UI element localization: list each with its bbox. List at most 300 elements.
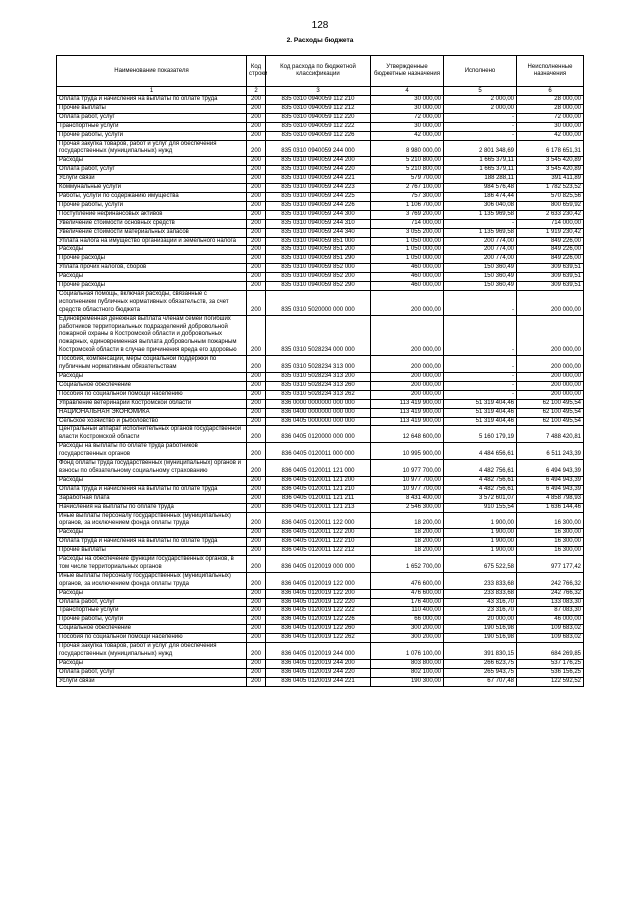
cell-approved: 1 652 700,00 bbox=[371, 556, 444, 573]
cell-remaining: 16 300,00 bbox=[517, 512, 584, 529]
cell-name: Расходы на выплаты по оплате труда работников государственных органов bbox=[57, 443, 247, 460]
cell-approved: 18 200,00 bbox=[371, 529, 444, 538]
cell-remaining: 200 000,00 bbox=[517, 381, 584, 390]
cell-remaining: 570 825,56 bbox=[517, 192, 584, 201]
cell-remaining: 200 000,00 bbox=[517, 390, 584, 399]
table-row bbox=[57, 460, 584, 477]
cell-approved: 2 767 100,00 bbox=[371, 184, 444, 193]
cell-executed: 200 774,00 bbox=[444, 246, 517, 255]
cell-line-code: 200 bbox=[247, 228, 266, 237]
cell-budget-code: 836 0405 0120000 000 000 bbox=[266, 426, 371, 443]
cell-line-code: 200 bbox=[247, 572, 266, 589]
table-row bbox=[57, 668, 584, 677]
cell-budget-code: 835 0310 0940059 112 222 bbox=[266, 122, 371, 131]
cell-remaining: 309 639,51 bbox=[517, 264, 584, 273]
cell-executed: 23 316,70 bbox=[444, 607, 517, 616]
cell-name: Прочие расходы bbox=[57, 255, 247, 264]
table-row bbox=[57, 157, 584, 166]
cell-executed: - bbox=[444, 219, 517, 228]
cell-executed: - bbox=[444, 113, 517, 122]
cell-approved: 113 419 900,00 bbox=[371, 408, 444, 417]
cell-line-code: 200 bbox=[247, 166, 266, 175]
cell-name: Социальное обеспечение bbox=[57, 625, 247, 634]
table-row bbox=[57, 476, 584, 485]
cell-line-code: 200 bbox=[247, 273, 266, 282]
cell-name: Увеличение стоимости основных средств bbox=[57, 219, 247, 228]
cell-remaining: 122 592,52 bbox=[517, 677, 584, 686]
cell-name: Поступление нефинансовых активов bbox=[57, 210, 247, 219]
cell-name: Расходы bbox=[57, 373, 247, 382]
cell-approved: 200 000,00 bbox=[371, 390, 444, 399]
cell-executed: 1 900,00 bbox=[444, 512, 517, 529]
cell-remaining: 6 494 943,39 bbox=[517, 485, 584, 494]
cell-name: Фонд оплаты труда государственных (муниципальных) органов и взносы по обязательному социальному страхованию bbox=[57, 460, 247, 477]
cell-approved: 18 200,00 bbox=[371, 547, 444, 556]
table-row bbox=[57, 443, 584, 460]
page-number: 128 bbox=[311, 20, 329, 31]
cell-remaining: 849 226,00 bbox=[517, 246, 584, 255]
cell-executed: 4 482 756,61 bbox=[444, 460, 517, 477]
cell-name: Расходы bbox=[57, 157, 247, 166]
cell-budget-code: 835 0310 5028234 000 000 bbox=[266, 315, 371, 356]
cell-approved: 113 419 900,00 bbox=[371, 399, 444, 408]
cell-budget-code: 835 0310 0940059 244 300 bbox=[266, 210, 371, 219]
cell-remaining: 309 639,51 bbox=[517, 273, 584, 282]
cell-name: Оплата труда и начисления на выплаты по оплате труда bbox=[57, 96, 247, 105]
cell-name: Пособия по социальной помощи населению bbox=[57, 390, 247, 399]
cell-remaining: 72 000,00 bbox=[517, 113, 584, 122]
cell-budget-code: 835 0310 5020000 000 000 bbox=[266, 290, 371, 315]
cell-remaining: 684 269,85 bbox=[517, 643, 584, 660]
cell-name: Расходы на обеспечение функций государственных органов, в том числе территориальных органов bbox=[57, 556, 247, 573]
cell-approved: 300 200,00 bbox=[371, 625, 444, 634]
cell-line-code: 200 bbox=[247, 175, 266, 184]
cell-line-code: 200 bbox=[247, 356, 266, 373]
cell-executed: 20 000,00 bbox=[444, 616, 517, 625]
cell-remaining: 7 488 420,81 bbox=[517, 426, 584, 443]
cell-executed: 265 943,75 bbox=[444, 668, 517, 677]
cell-remaining: 977 177,42 bbox=[517, 556, 584, 573]
cell-budget-code: 835 0310 0940059 851 290 bbox=[266, 255, 371, 264]
table-row bbox=[57, 408, 584, 417]
cell-approved: 72 000,00 bbox=[371, 113, 444, 122]
cell-executed: 675 522,58 bbox=[444, 556, 517, 573]
cell-executed: 200 774,00 bbox=[444, 255, 517, 264]
cell-approved: 460 000,00 bbox=[371, 264, 444, 273]
cell-approved: 757 300,00 bbox=[371, 192, 444, 201]
cell-line-code: 200 bbox=[247, 282, 266, 291]
cell-budget-code: 836 0405 0120019 122 226 bbox=[266, 616, 371, 625]
cell-name: Заработная плата bbox=[57, 494, 247, 503]
cell-line-code: 200 bbox=[247, 408, 266, 417]
cell-remaining: 714 000,00 bbox=[517, 219, 584, 228]
table-row bbox=[57, 494, 584, 503]
cell-line-code: 200 bbox=[247, 616, 266, 625]
cell-approved: 18 200,00 bbox=[371, 512, 444, 529]
cell-executed: 1 665 379,11 bbox=[444, 157, 517, 166]
cell-line-code: 200 bbox=[247, 607, 266, 616]
cell-approved: 12 648 600,00 bbox=[371, 426, 444, 443]
cell-approved: 5 210 800,00 bbox=[371, 157, 444, 166]
cell-line-code: 200 bbox=[247, 210, 266, 219]
table-row bbox=[57, 529, 584, 538]
cell-name: Транспортные услуги bbox=[57, 607, 247, 616]
cell-line-code: 200 bbox=[247, 547, 266, 556]
cell-budget-code: 836 0000 0000000 000 000 bbox=[266, 399, 371, 408]
cell-executed: 2 000,00 bbox=[444, 104, 517, 113]
cell-approved: 18 200,00 bbox=[371, 538, 444, 547]
cell-name: Расходы bbox=[57, 246, 247, 255]
cell-remaining: 200 000,00 bbox=[517, 290, 584, 315]
table-row bbox=[57, 192, 584, 201]
table-row bbox=[57, 210, 584, 219]
cell-name: Расходы bbox=[57, 273, 247, 282]
cell-remaining: 849 226,00 bbox=[517, 237, 584, 246]
cell-executed: 1 900,00 bbox=[444, 538, 517, 547]
cell-approved: 176 400,00 bbox=[371, 598, 444, 607]
cell-approved: 30 000,00 bbox=[371, 122, 444, 131]
cell-line-code: 200 bbox=[247, 643, 266, 660]
cell-line-code: 200 bbox=[247, 157, 266, 166]
cell-approved: 30 000,00 bbox=[371, 104, 444, 113]
cell-line-code: 200 bbox=[247, 538, 266, 547]
table-row bbox=[57, 417, 584, 426]
cell-budget-code: 835 0310 0940059 244 223 bbox=[266, 184, 371, 193]
table-row bbox=[57, 175, 584, 184]
table-row bbox=[57, 547, 584, 556]
cell-name: Социальное обеспечение bbox=[57, 381, 247, 390]
cell-executed: - bbox=[444, 356, 517, 373]
cell-budget-code: 835 0310 0940059 851 000 bbox=[266, 237, 371, 246]
cell-approved: 714 000,00 bbox=[371, 219, 444, 228]
cell-approved: 5 210 800,00 bbox=[371, 166, 444, 175]
cell-executed: 1 900,00 bbox=[444, 529, 517, 538]
cell-budget-code: 836 0405 0120011 121 211 bbox=[266, 494, 371, 503]
cell-remaining: 6 494 943,39 bbox=[517, 460, 584, 477]
cell-approved: 200 000,00 bbox=[371, 356, 444, 373]
cell-remaining: 133 083,30 bbox=[517, 598, 584, 607]
cell-name: Прочие выплаты bbox=[57, 104, 247, 113]
cell-line-code: 200 bbox=[247, 96, 266, 105]
cell-name: Социальная помощь, включая расходы, связанные с исполнением публичных нормативных обязательств, за счет средств областного бюджета bbox=[57, 290, 247, 315]
cell-executed: 391 830,15 bbox=[444, 643, 517, 660]
column-number: 6 bbox=[517, 87, 584, 96]
cell-budget-code: 836 0405 0120019 244 000 bbox=[266, 643, 371, 660]
cell-executed: 67 707,48 bbox=[444, 677, 517, 686]
cell-line-code: 200 bbox=[247, 399, 266, 408]
cell-executed: 233 833,68 bbox=[444, 572, 517, 589]
cell-name: Оплата труда и начисления на выплаты по оплате труда bbox=[57, 485, 247, 494]
cell-name: Работы, услуги по содержанию имущества bbox=[57, 192, 247, 201]
cell-line-code: 200 bbox=[247, 529, 266, 538]
table-row bbox=[57, 659, 584, 668]
cell-budget-code: 835 0310 0940059 244 225 bbox=[266, 192, 371, 201]
cell-budget-code: 836 0400 0000000 000 000 bbox=[266, 408, 371, 417]
cell-budget-code: 836 0405 0120011 122 212 bbox=[266, 547, 371, 556]
cell-line-code: 200 bbox=[247, 104, 266, 113]
header-name: Наименование показателя bbox=[57, 56, 247, 87]
cell-approved: 460 000,00 bbox=[371, 273, 444, 282]
cell-budget-code: 835 0310 0940059 112 210 bbox=[266, 96, 371, 105]
table-header bbox=[57, 56, 584, 96]
cell-remaining: 200 000,00 bbox=[517, 356, 584, 373]
table-row bbox=[57, 598, 584, 607]
cell-remaining: 46 000,00 bbox=[517, 616, 584, 625]
cell-remaining: 62 100 495,54 bbox=[517, 417, 584, 426]
table-row bbox=[57, 634, 584, 643]
cell-line-code: 200 bbox=[247, 598, 266, 607]
table-row bbox=[57, 556, 584, 573]
cell-approved: 300 200,00 bbox=[371, 634, 444, 643]
cell-remaining: 2 633 230,42 bbox=[517, 210, 584, 219]
cell-name: Транспортные услуги bbox=[57, 122, 247, 131]
cell-line-code: 200 bbox=[247, 625, 266, 634]
cell-remaining: 87 083,30 bbox=[517, 607, 584, 616]
column-number: 2 bbox=[247, 87, 266, 96]
cell-executed: 51 319 404,46 bbox=[444, 408, 517, 417]
cell-line-code: 200 bbox=[247, 390, 266, 399]
cell-remaining: 62 100 495,54 bbox=[517, 399, 584, 408]
cell-budget-code: 836 0405 0120019 000 000 bbox=[266, 556, 371, 573]
cell-budget-code: 835 0310 5028234 313 260 bbox=[266, 381, 371, 390]
cell-name: Расходы bbox=[57, 589, 247, 598]
cell-budget-code: 836 0405 0120011 121 200 bbox=[266, 476, 371, 485]
cell-approved: 42 000,00 bbox=[371, 131, 444, 140]
cell-line-code: 200 bbox=[247, 122, 266, 131]
table-row bbox=[57, 426, 584, 443]
cell-name: Иные выплаты персоналу государственных (муниципальных) органов, за исключением фонда оплаты труда bbox=[57, 572, 247, 589]
header-remaining: Неисполненные назначения bbox=[517, 56, 584, 87]
cell-executed: 150 360,49 bbox=[444, 282, 517, 291]
cell-name: Прочие работы, услуги bbox=[57, 616, 247, 625]
cell-name: Прочие работы, услуги bbox=[57, 201, 247, 210]
cell-executed: 5 160 179,19 bbox=[444, 426, 517, 443]
cell-executed: 1 900,00 bbox=[444, 547, 517, 556]
cell-name: Прочие работы, услуги bbox=[57, 131, 247, 140]
cell-line-code: 200 bbox=[247, 659, 266, 668]
table-row bbox=[57, 140, 584, 157]
cell-executed: 188 288,11 bbox=[444, 175, 517, 184]
cell-name: Расходы bbox=[57, 529, 247, 538]
cell-line-code: 200 bbox=[247, 494, 266, 503]
column-number: 4 bbox=[371, 87, 444, 96]
cell-name: Единовременная денежная выплата членам семей погибших работников территориальных подразделений добровольной пожарной охраны в Костромской области и добровольных пожарных, единовременная выплата добровольным пожарным Костромской области в случае причинения вреда его здоровью bbox=[57, 315, 247, 356]
table-row bbox=[57, 237, 584, 246]
cell-line-code: 200 bbox=[247, 131, 266, 140]
cell-executed: 3 572 601,07 bbox=[444, 494, 517, 503]
cell-line-code: 200 bbox=[247, 503, 266, 512]
cell-approved: 8 980 000,00 bbox=[371, 140, 444, 157]
cell-remaining: 242 766,32 bbox=[517, 572, 584, 589]
cell-executed: 266 623,75 bbox=[444, 659, 517, 668]
cell-line-code: 200 bbox=[247, 184, 266, 193]
cell-line-code: 200 bbox=[247, 677, 266, 686]
header-approved: Утвержденные бюджетные назначения bbox=[371, 56, 444, 87]
table-row bbox=[57, 390, 584, 399]
cell-line-code: 200 bbox=[247, 140, 266, 157]
cell-budget-code: 835 0310 5028234 313 000 bbox=[266, 356, 371, 373]
cell-remaining: 537 176,25 bbox=[517, 659, 584, 668]
cell-budget-code: 836 0405 0120019 244 221 bbox=[266, 677, 371, 686]
cell-budget-code: 836 0405 0000000 000 000 bbox=[266, 417, 371, 426]
cell-line-code: 200 bbox=[247, 192, 266, 201]
cell-remaining: 6 178 651,31 bbox=[517, 140, 584, 157]
cell-executed: - bbox=[444, 381, 517, 390]
cell-approved: 476 600,00 bbox=[371, 589, 444, 598]
cell-budget-code: 835 0310 0940059 112 220 bbox=[266, 113, 371, 122]
cell-budget-code: 836 0405 0120011 000 000 bbox=[266, 443, 371, 460]
cell-executed: 910 155,54 bbox=[444, 503, 517, 512]
cell-remaining: 1 919 230,42 bbox=[517, 228, 584, 237]
cell-executed: 190 516,98 bbox=[444, 625, 517, 634]
cell-executed: - bbox=[444, 131, 517, 140]
table-row bbox=[57, 184, 584, 193]
cell-name: Иные выплаты персоналу государственных (муниципальных) органов, за исключением фонда оплаты труда bbox=[57, 512, 247, 529]
cell-name: Пособия, компенсации, меры социальной поддержки по публичным нормативным обязательствам bbox=[57, 356, 247, 373]
cell-budget-code: 835 0310 0940059 112 212 bbox=[266, 104, 371, 113]
cell-remaining: 109 683,02 bbox=[517, 625, 584, 634]
cell-budget-code: 835 0310 0940059 852 200 bbox=[266, 273, 371, 282]
cell-approved: 3 055 200,00 bbox=[371, 228, 444, 237]
cell-remaining: 28 000,00 bbox=[517, 96, 584, 105]
cell-line-code: 200 bbox=[247, 460, 266, 477]
cell-budget-code: 836 0405 0120019 122 222 bbox=[266, 607, 371, 616]
cell-remaining: 109 683,02 bbox=[517, 634, 584, 643]
cell-name: Прочая закупка товаров, работ и услуг для обеспечения государственных (муниципальных) нужд bbox=[57, 643, 247, 660]
cell-approved: 1 050 000,00 bbox=[371, 237, 444, 246]
table-row bbox=[57, 246, 584, 255]
table-row bbox=[57, 616, 584, 625]
table-row bbox=[57, 282, 584, 291]
cell-budget-code: 835 0310 5028234 313 200 bbox=[266, 373, 371, 382]
cell-budget-code: 835 0310 0940059 852 290 bbox=[266, 282, 371, 291]
column-number: 3 bbox=[266, 87, 371, 96]
table-body bbox=[57, 96, 584, 687]
table-row bbox=[57, 315, 584, 356]
cell-remaining: 200 000,00 bbox=[517, 373, 584, 382]
cell-remaining: 28 000,00 bbox=[517, 104, 584, 113]
table-row bbox=[57, 373, 584, 382]
cell-line-code: 200 bbox=[247, 246, 266, 255]
cell-line-code: 200 bbox=[247, 315, 266, 356]
table-row bbox=[57, 290, 584, 315]
table-row bbox=[57, 589, 584, 598]
cell-name: Управление ветеринарии Костромской области bbox=[57, 399, 247, 408]
cell-budget-code: 835 0310 0940059 244 220 bbox=[266, 166, 371, 175]
cell-budget-code: 836 0405 0120019 244 200 bbox=[266, 659, 371, 668]
cell-line-code: 200 bbox=[247, 201, 266, 210]
cell-name: Расходы bbox=[57, 476, 247, 485]
cell-approved: 10 977 700,00 bbox=[371, 460, 444, 477]
cell-budget-code: 836 0405 0120011 121 210 bbox=[266, 485, 371, 494]
cell-remaining: 6 494 943,39 bbox=[517, 476, 584, 485]
cell-remaining: 16 300,00 bbox=[517, 529, 584, 538]
table-row bbox=[57, 104, 584, 113]
cell-executed: 2 801 348,69 bbox=[444, 140, 517, 157]
table-row bbox=[57, 219, 584, 228]
cell-line-code: 200 bbox=[247, 512, 266, 529]
cell-remaining: 16 300,00 bbox=[517, 538, 584, 547]
cell-approved: 10 977 700,00 bbox=[371, 485, 444, 494]
cell-remaining: 1 636 144,46 bbox=[517, 503, 584, 512]
cell-remaining: 4 858 798,93 bbox=[517, 494, 584, 503]
cell-name: Уплата прочих налогов, сборов bbox=[57, 264, 247, 273]
cell-approved: 66 000,00 bbox=[371, 616, 444, 625]
cell-name: Прочие расходы bbox=[57, 282, 247, 291]
cell-line-code: 200 bbox=[247, 237, 266, 246]
cell-approved: 190 300,00 bbox=[371, 677, 444, 686]
table-row bbox=[57, 643, 584, 660]
cell-approved: 113 419 900,00 bbox=[371, 417, 444, 426]
cell-approved: 10 995 900,00 bbox=[371, 443, 444, 460]
cell-executed: 1 135 969,58 bbox=[444, 228, 517, 237]
cell-name: НАЦИОНАЛЬНАЯ ЭКОНОМИКА bbox=[57, 408, 247, 417]
table-row bbox=[57, 201, 584, 210]
cell-name: Оплата работ, услуг bbox=[57, 598, 247, 607]
cell-executed: 1 665 379,11 bbox=[444, 166, 517, 175]
cell-budget-code: 836 0405 0120019 122 220 bbox=[266, 598, 371, 607]
cell-approved: 200 000,00 bbox=[371, 373, 444, 382]
cell-remaining: 242 766,32 bbox=[517, 589, 584, 598]
cell-approved: 460 000,00 bbox=[371, 282, 444, 291]
cell-approved: 200 000,00 bbox=[371, 381, 444, 390]
cell-executed: 150 360,49 bbox=[444, 273, 517, 282]
expenses-table bbox=[56, 55, 584, 687]
cell-approved: 803 800,00 bbox=[371, 659, 444, 668]
table-row bbox=[57, 113, 584, 122]
cell-name: Уплата налога на имущество организаций и земельного налога bbox=[57, 237, 247, 246]
cell-budget-code: 835 0310 0940059 244 340 bbox=[266, 228, 371, 237]
cell-line-code: 200 bbox=[247, 556, 266, 573]
section-title: 2. Расходы бюджета bbox=[286, 37, 354, 44]
cell-budget-code: 835 0310 0940059 244 000 bbox=[266, 140, 371, 157]
cell-line-code: 200 bbox=[247, 381, 266, 390]
table-row bbox=[57, 356, 584, 373]
table-row bbox=[57, 538, 584, 547]
cell-line-code: 200 bbox=[247, 219, 266, 228]
cell-approved: 110 400,00 bbox=[371, 607, 444, 616]
cell-executed: 984 576,48 bbox=[444, 184, 517, 193]
cell-name: Прочая закупка товаров, работ и услуг для обеспечения государственных (муниципальных) нужд bbox=[57, 140, 247, 157]
table-row bbox=[57, 399, 584, 408]
cell-line-code: 200 bbox=[247, 264, 266, 273]
cell-budget-code: 835 0310 0940059 852 000 bbox=[266, 264, 371, 273]
cell-executed: - bbox=[444, 390, 517, 399]
cell-approved: 30 000,00 bbox=[371, 96, 444, 105]
cell-budget-code: 835 0310 0940059 851 200 bbox=[266, 246, 371, 255]
cell-executed: 200 774,00 bbox=[444, 237, 517, 246]
cell-executed: - bbox=[444, 315, 517, 356]
cell-executed: 186 474,44 bbox=[444, 192, 517, 201]
cell-executed: 43 316,70 bbox=[444, 598, 517, 607]
cell-budget-code: 836 0405 0120011 122 210 bbox=[266, 538, 371, 547]
table-row bbox=[57, 273, 584, 282]
cell-budget-code: 836 0405 0120011 122 200 bbox=[266, 529, 371, 538]
cell-approved: 2 546 300,00 bbox=[371, 503, 444, 512]
cell-line-code: 200 bbox=[247, 634, 266, 643]
cell-remaining: 16 300,00 bbox=[517, 547, 584, 556]
cell-remaining: 62 100 495,54 bbox=[517, 408, 584, 417]
cell-executed: 51 319 404,46 bbox=[444, 417, 517, 426]
cell-name: Пособия по социальной помощи населению bbox=[57, 634, 247, 643]
cell-line-code: 200 bbox=[247, 113, 266, 122]
table-row bbox=[57, 264, 584, 273]
header-line-code: Код строки bbox=[247, 56, 266, 87]
table-row bbox=[57, 96, 584, 105]
cell-name: Увеличение стоимости материальных запасов bbox=[57, 228, 247, 237]
cell-budget-code: 835 0310 0940059 244 310 bbox=[266, 219, 371, 228]
cell-budget-code: 836 0405 0120019 122 260 bbox=[266, 625, 371, 634]
